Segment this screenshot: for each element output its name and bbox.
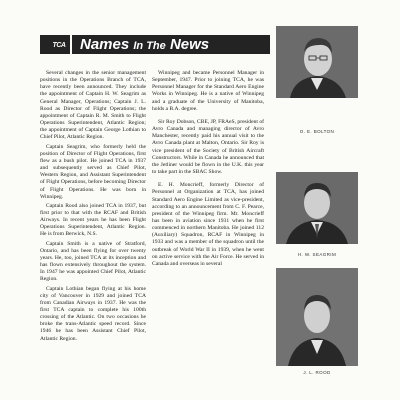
paragraph: Several changes in the senior management positions in the Operations Branch of TCA, have recently been announced. They include the appointment of Captain H. W. Seagrim as General Manager, Operations; Captain J. L. Rood as Director of Flight Operations; the appointment of Captain R. M. Smith to Flight Operations Superintendent, Atlantic Region; the appointment of Captain George Lothian to Chief Pilot, Atlantic Region.	[40, 70, 146, 141]
portrait-image	[276, 268, 358, 366]
portrait-image	[276, 26, 358, 98]
article-column-2	[152, 70, 264, 274]
tca-logo: TCA	[48, 33, 72, 57]
section-banner	[40, 35, 270, 54]
photo-caption: H. W. SEAGRIM	[297, 252, 337, 257]
portrait-image	[276, 172, 358, 244]
paragraph: Captain Rood also joined TCA in 1937, but first prior to that with the RCAF and British Airways. In recent years he has been Flight Operations Superintendent, Atlantic Region. He is from Berwick, N.S.	[40, 202, 146, 238]
paragraph: Captain Smith is a native of Stratford, Ontario, and has been flying for over twenty years. He, too, joined TCA at its inception and has flown extensively throughout the system. In 1947 he was appointed Chief Pilot, Atlantic Region.	[40, 240, 146, 283]
title-suffix: News	[169, 36, 210, 53]
portrait-photo-bolton	[276, 26, 358, 98]
portrait-photo-seagrim	[276, 172, 358, 244]
paragraph: Captain Seagrim, who formerly held the position of Director of Flight Operations, first flew as a bush pilot. He joined TCA in 1937 and subsequently served as Chief Pilot, Western Region, and Assistant Superintendent of Flight Operations, before becoming Director of Flight Operations. He was born in Winnipeg.	[40, 143, 146, 200]
section-title	[80, 35, 209, 54]
paragraph: Winnipeg and became Personnel Manager in September, 1947. Prior to joining TCA, he was Personnel Manager for the Standard Aero Engine Works in Winnipeg. He is a native of Winnipeg and a graduate of the University of Manitoba, holds a B.A. degree.	[152, 70, 264, 112]
title-prefix: Names	[80, 36, 130, 53]
article-column-1	[40, 70, 146, 345]
paragraph: E. H. Moncrieff, formerly Director of Personnel at Organization at TCA, has joined Standard Aero Engine Limited as vice-president, according to an announcement from C. F. Pearce, president of the Winnipeg firm. Mr. Moncrieff has been in aviation since 1931 when he first commenced in northern Manitoba. He joined 112 (Auxiliary) Squadron, RCAF in Winnipeg in 1933 and was a member of the squadron until the outbreak of World War II in 1939, when he went on active service with the Air Force. He served in Canada and overseas in several	[152, 182, 264, 267]
paragraph: Captain Lothian began flying at his home city of Vancouver in 1929 and joined TCA from Canadian Airways in 1937. He was the first TCA captain to complete his 100th crossing of the Atlantic. On two occasions he broke the trans-Atlantic speed record. Since 1946 he has been Assistant Chief Pilot, Atlantic Region.	[40, 285, 146, 342]
photo-caption: J. L. ROOD	[303, 370, 331, 375]
portrait-photo-rood	[276, 268, 358, 366]
title-small: In The	[133, 40, 166, 52]
photo-caption: O. E. BOLTON	[299, 129, 335, 134]
paragraph: Sir Roy Dobson, CBE, JP, FRAeS, president of Avro Canada and managing director of Avro Manchester, recently paid his annual visit to the Avro Canada plant at Malton, Ontario. Sir Roy is vice president of the Society of British Aircraft Constructors. While in Canada he announced that the Jetliner would be flown in the U.K. this year to take part in the SBAC Show.	[152, 118, 264, 176]
